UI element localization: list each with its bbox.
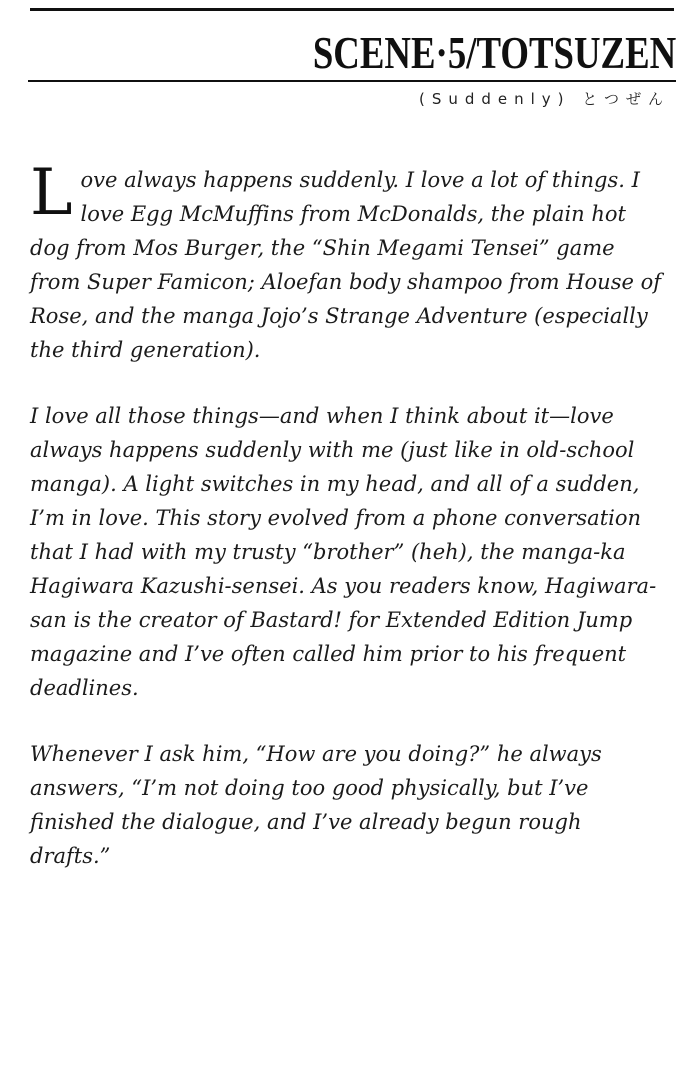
work-title-jojo: Jojo’s Strange Adventure [260, 304, 528, 328]
paragraph-1 [30, 156, 662, 367]
dropcap-letter: L [30, 156, 73, 230]
paragraph-3-text: Whenever I ask him, “How are you doing?” he always answers, “I’m not doing too good physically, but I’ve finished the dialogue, and I’ve already begun rough drafts.” [30, 742, 602, 868]
page-title: SCENE·5/TOTSUZEN [312, 27, 676, 78]
body-text [30, 156, 662, 905]
paragraph-2-text-end: magazine and I’ve often called him prior to his frequent deadlines. [30, 642, 627, 700]
work-title-bastard: Bastard! [250, 608, 342, 632]
paragraph-1-text-end: (especially the third generation). [30, 304, 648, 362]
paragraph-2-text-mid: for [341, 608, 386, 632]
title-rule [28, 80, 676, 82]
top-rule [30, 8, 674, 11]
paragraph-2 [30, 399, 662, 705]
page-subtitle: (Suddenly) とつぜん [418, 90, 670, 108]
paragraph-3 [30, 737, 662, 873]
paragraph-2-text: I love all those things—and when I think about it—love always happens suddenly with me (just like in old-school manga). A light switches in my head, and all of a sudden, I’m in love. This story evolved from a phone conversation that I had with my trusty “brother” (heh), the manga-ka Hagiwara Kazushi-sensei. As you readers know, Hagiwara-san is the creator of [30, 404, 657, 632]
work-title-extended-edition-jump: Extended Edition Jump [385, 608, 633, 632]
paragraph-1-text: ove always happens suddenly. I love a lot of things. I love Egg McMuffins from McDonalds, the plain hot dog from Mos Burger, the “Shin Megami Tensei” game from Super Famicon; Aloefan body shampoo from House of Rose, and the manga [30, 168, 661, 328]
